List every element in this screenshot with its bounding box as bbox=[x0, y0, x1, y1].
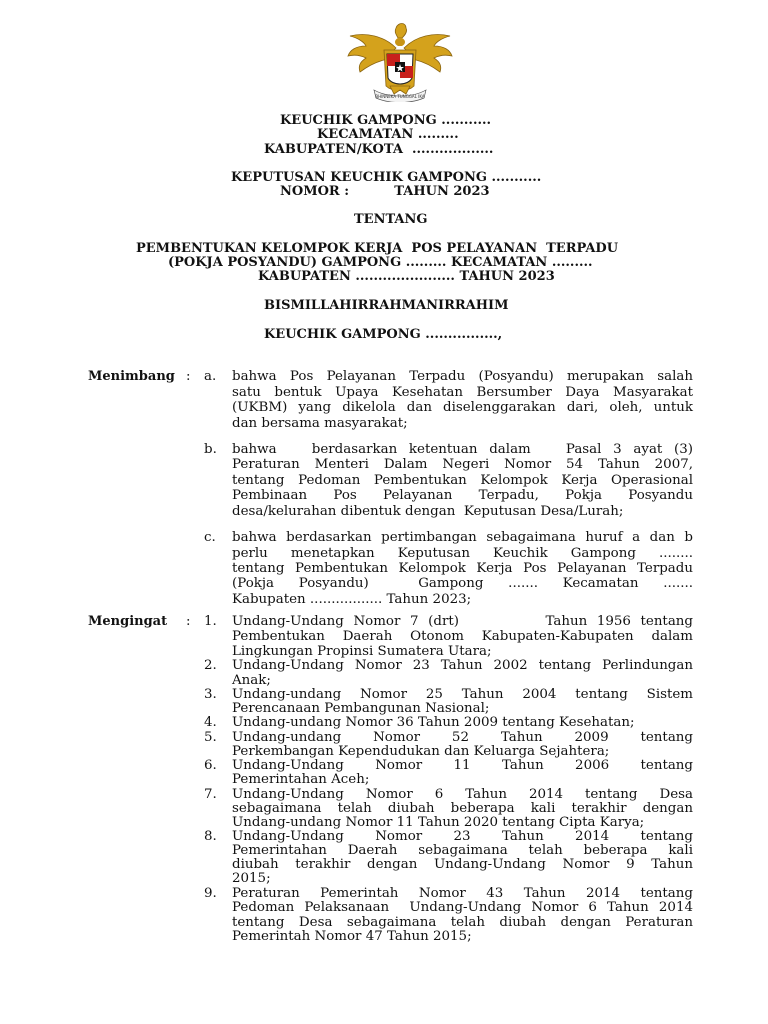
item-line: Undang-undang Nomor 52 Tahun 2009 tentang bbox=[232, 730, 693, 745]
item-marker: 2. bbox=[204, 658, 217, 673]
item-marker: 1. bbox=[204, 614, 217, 629]
item-line: Pemerintah Nomor 47 Tahun 2015; bbox=[232, 929, 472, 944]
keuchik-line: KEUCHIK GAMPONG ................, bbox=[264, 327, 503, 342]
menimbang-label: Menimbang bbox=[88, 369, 175, 384]
item-line: Undang-Undang Nomor 11 Tahun 2006 tentang bbox=[232, 758, 693, 773]
item-line: Pemerintahan Daerah sebagaimana telah beberapa kali bbox=[232, 843, 693, 858]
item-marker: 6. bbox=[204, 758, 217, 773]
item-line: tentang Pedoman Pembentukan Kelompok Kerja Operasional bbox=[232, 473, 693, 488]
item-marker: b. bbox=[204, 442, 217, 457]
item-line: Kabupaten ................. Tahun 2023; bbox=[232, 592, 472, 607]
item-marker: c. bbox=[204, 530, 216, 545]
item-line: diubah terakhir dengan Undang-Undang Nomor 9 Tahun bbox=[232, 857, 693, 872]
item-line: bahwa berdasarkan ketentuan dalam Pasal 3 ayat (3) bbox=[232, 442, 693, 457]
item-line: Pemerintahan Aceh; bbox=[232, 772, 370, 787]
item-line: perlu menetapkan Keputusan Keuchik Gampong ........ bbox=[232, 546, 693, 561]
item-marker: 5. bbox=[204, 730, 217, 745]
item-line: sebagaimana telah diubah beberapa kali terakhir dengan bbox=[232, 801, 693, 816]
tentang-heading: TENTANG bbox=[354, 212, 428, 227]
item-line: Peraturan Pemerintah Nomor 43 Tahun 2014 tentang bbox=[232, 886, 693, 901]
item-line: Peraturan Menteri Dalam Negeri Nomor 54 Tahun 2007, bbox=[232, 457, 693, 472]
item-line: Anak; bbox=[232, 673, 271, 688]
item-marker: 4. bbox=[204, 715, 217, 730]
decree-title: KEPUTUSAN KEUCHIK GAMPONG ........... bbox=[231, 170, 542, 185]
item-line: Undang-Undang Nomor 23 Tahun 2002 tentang Perlindungan bbox=[232, 658, 693, 673]
bismillah-line: BISMILLAHIRRAHMANIRRAHIM bbox=[264, 298, 509, 313]
item-line: Pembinaan Pos Pelayanan Terpadu, Pokja Posyandu bbox=[232, 488, 693, 503]
item-line: Undang-Undang Nomor 6 Tahun 2014 tentang Desa bbox=[232, 787, 693, 802]
item-line: satu bentuk Upaya Kesehatan Bersumber Daya Masyarakat bbox=[232, 385, 693, 400]
item-line: Undang-Undang Nomor 23 Tahun 2014 tentang bbox=[232, 829, 693, 844]
item-marker: 3. bbox=[204, 687, 217, 702]
item-line: (UKBM) yang dikelola dan diselenggarakan dari, oleh, untuk bbox=[232, 400, 693, 415]
item-line: Perencanaan Pembangunan Nasional; bbox=[232, 701, 490, 716]
decree-number: NOMOR : TAHUN 2023 bbox=[280, 184, 490, 199]
item-line: desa/kelurahan dibentuk dengan Keputusan Desa/Lurah; bbox=[232, 504, 624, 519]
header-line-2: KECAMATAN ......... bbox=[317, 127, 459, 142]
item-line: 2015; bbox=[232, 871, 271, 886]
item-line: bahwa berdasarkan pertimbangan sebagaimana huruf a dan b bbox=[232, 530, 693, 545]
item-line: Pedoman Pelaksanaan Undang-Undang Nomor 6 Tahun 2014 bbox=[232, 900, 693, 915]
item-line: Undang-undang Nomor 36 Tahun 2009 tentang Kesehatan; bbox=[232, 715, 635, 730]
subject-line-2: (POKJA POSYANDU) GAMPONG ......... KECAMATAN ......... bbox=[168, 255, 593, 270]
garuda-emblem-icon bbox=[344, 20, 456, 102]
item-line: bahwa Pos Pelayanan Terpadu (Posyandu) merupakan salah bbox=[232, 369, 693, 384]
subject-line-1: PEMBENTUKAN KELOMPOK KERJA POS PELAYANAN TERPADU bbox=[136, 241, 619, 256]
item-line: Undang-undang Nomor 25 Tahun 2004 tentang Sistem bbox=[232, 687, 693, 702]
mengingat-label: Mengingat bbox=[88, 614, 168, 629]
item-line: Pembentukan Daerah Otonom Kabupaten-Kabupaten dalam bbox=[232, 629, 693, 644]
subject-line-3: KABUPATEN ...................... TAHUN 2023 bbox=[258, 269, 555, 284]
item-line: (Pokja Posyandu) Gampong ....... Kecamatan ....... bbox=[232, 576, 693, 591]
item-line: dan bersama masyarakat; bbox=[232, 416, 408, 431]
menimbang-colon: : bbox=[186, 369, 191, 384]
mengingat-colon: : bbox=[186, 614, 191, 629]
item-line: Lingkungan Propinsi Sumatera Utara; bbox=[232, 644, 492, 659]
item-line: Undang-undang Nomor 11 Tahun 2020 tentang Cipta Karya; bbox=[232, 815, 645, 830]
item-marker: 9. bbox=[204, 886, 217, 901]
header-line-1: KEUCHIK GAMPONG ........... bbox=[280, 113, 492, 128]
item-marker: 8. bbox=[204, 829, 217, 844]
item-line: tentang Desa sebagaimana telah diubah dengan Peraturan bbox=[232, 915, 693, 930]
item-line: Perkembangan Kependudukan dan Keluarga Sejahtera; bbox=[232, 744, 610, 759]
item-line: Undang-Undang Nomor 7 (drt) Tahun 1956 tentang bbox=[232, 614, 693, 629]
item-marker: a. bbox=[204, 369, 217, 384]
item-line: tentang Pembentukan Kelompok Kerja Pos Pelayanan Terpadu bbox=[232, 561, 693, 576]
item-marker: 7. bbox=[204, 787, 217, 802]
header-line-3: KABUPATEN/KOTA .................. bbox=[264, 142, 494, 157]
emblem-ribbon-text: BHINNEKA TUNGGAL IKA bbox=[375, 94, 425, 99]
